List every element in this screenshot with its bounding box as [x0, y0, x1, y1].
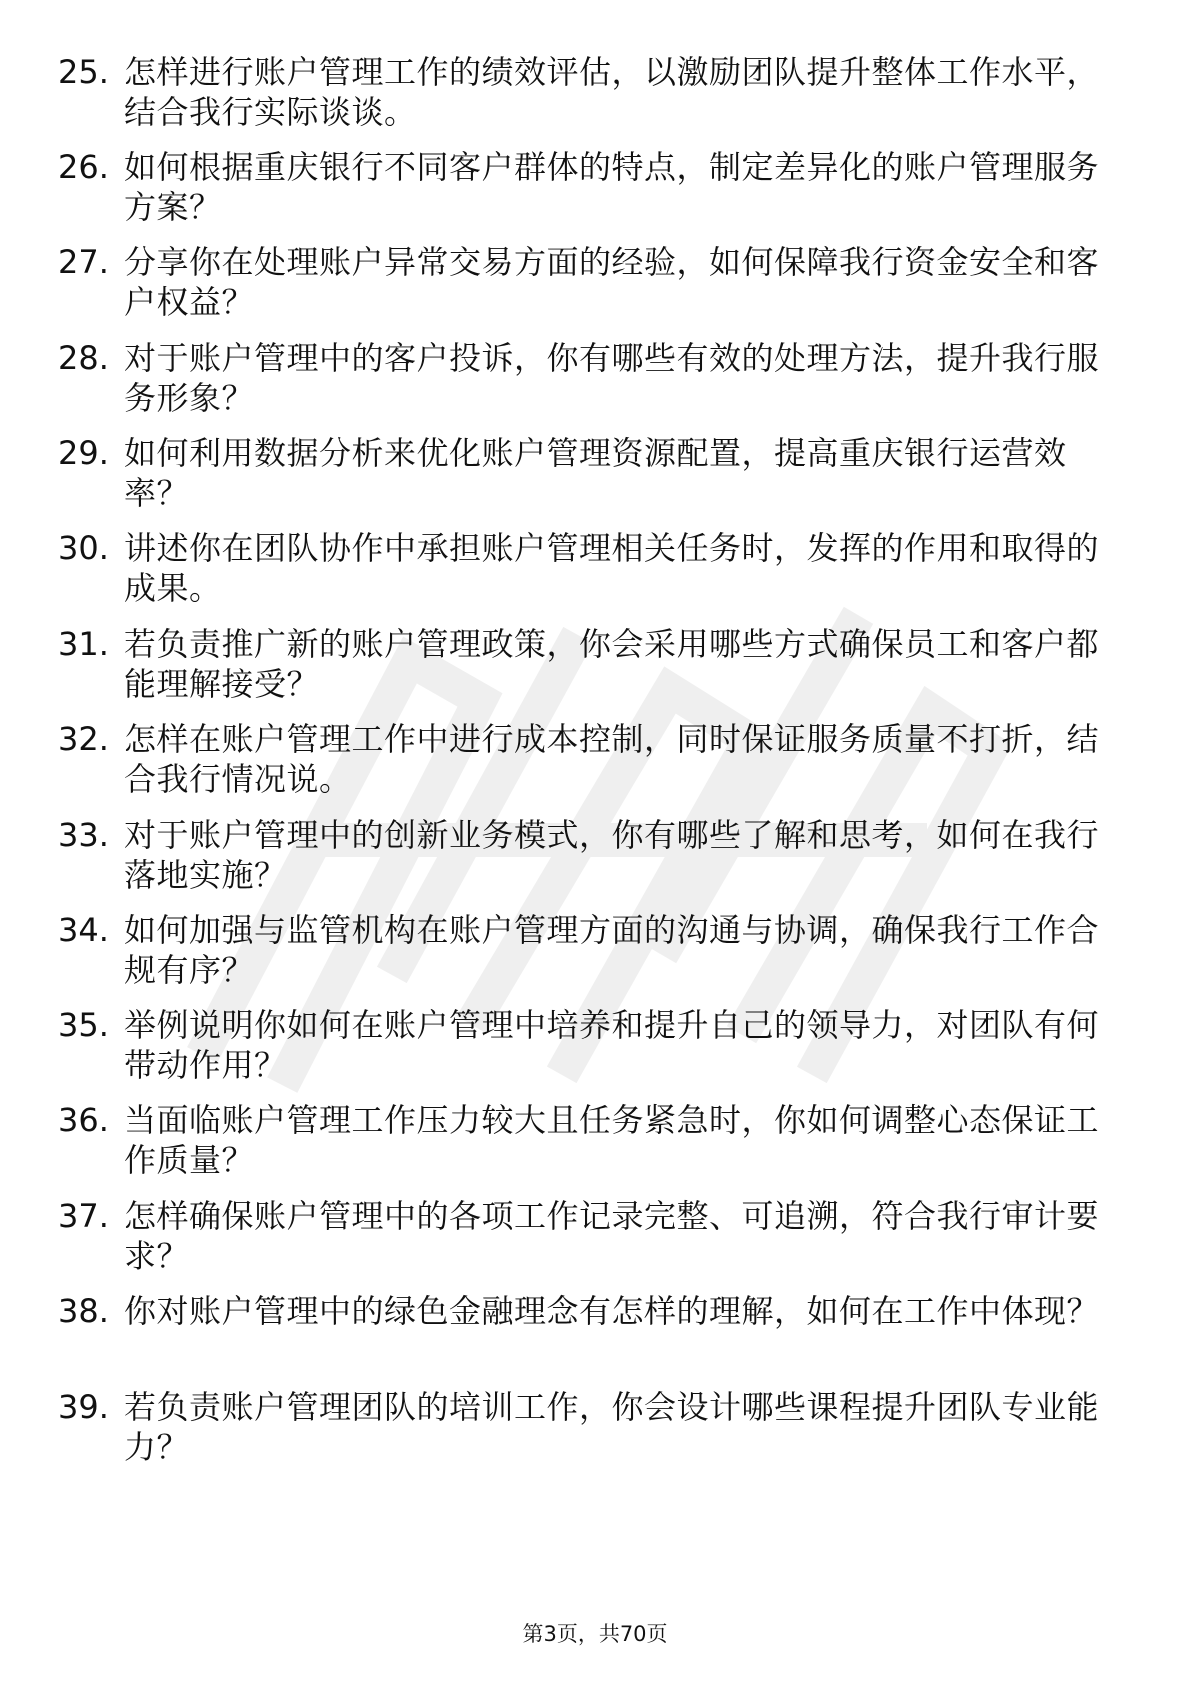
question-item: [58, 52, 1118, 132]
question-text: 举例说明你如何在账户管理中培养和提升自己的领导力，对团队有何带动作用？: [124, 1006, 1100, 1084]
question-item: [58, 242, 1118, 322]
question-item: [58, 1100, 1118, 1180]
question-text: 若负责推广新的账户管理政策，你会采用哪些方式确保员工和客户都能理解接受？: [124, 625, 1100, 703]
question-text: 你对账户管理中的绿色金融理念有怎样的理解，如何在工作中体现？: [124, 1292, 1100, 1330]
question-number: 27.: [58, 243, 109, 281]
question-item: [58, 528, 1118, 608]
question-number: 32.: [58, 720, 109, 758]
question-number: 28.: [58, 339, 109, 377]
question-item: [58, 1387, 1118, 1467]
question-number: 34.: [58, 911, 109, 949]
question-number: 31.: [58, 625, 109, 663]
question-text: 对于账户管理中的客户投诉，你有哪些有效的处理方法，提升我行服务形象？: [124, 339, 1100, 417]
question-number: 38.: [58, 1292, 109, 1330]
question-text: 分享你在处理账户异常交易方面的经验，如何保障我行资金安全和客户权益？: [124, 243, 1100, 321]
question-text: 讲述你在团队协作中承担账户管理相关任务时，发挥的作用和取得的成果。: [124, 529, 1100, 607]
question-number: 36.: [58, 1101, 109, 1139]
question-item: [58, 815, 1118, 895]
question-number: 33.: [58, 816, 109, 854]
question-number: 25.: [58, 53, 109, 91]
question-text: 对于账户管理中的创新业务模式，你有哪些了解和思考，如何在我行落地实施？: [124, 816, 1100, 894]
question-item: [58, 624, 1118, 704]
question-item: [58, 433, 1118, 513]
question-text: 若负责账户管理团队的培训工作，你会设计哪些课程提升团队专业能力？: [124, 1388, 1100, 1466]
page-footer: 第3页，共70页: [522, 1622, 668, 1646]
question-text: 怎样确保账户管理中的各项工作记录完整、可追溯，符合我行审计要求？: [124, 1197, 1100, 1275]
question-number: 37.: [58, 1197, 109, 1235]
question-text: 如何加强与监管机构在账户管理方面的沟通与协调，确保我行工作合规有序？: [124, 911, 1100, 989]
question-item: [58, 1005, 1118, 1085]
question-number: 35.: [58, 1006, 109, 1044]
question-number: 30.: [58, 529, 109, 567]
question-item: [58, 1196, 1118, 1276]
question-text: 当面临账户管理工作压力较大且任务紧急时，你如何调整心态保证工作质量？: [124, 1101, 1100, 1179]
question-number: 39.: [58, 1388, 109, 1426]
question-text: 怎样在账户管理工作中进行成本控制，同时保证服务质量不打折，结合我行情况说。: [124, 720, 1100, 798]
question-item: [58, 1291, 1118, 1331]
question-number: 26.: [58, 148, 109, 186]
question-item: [58, 147, 1118, 227]
question-number: 29.: [58, 434, 109, 472]
question-item: [58, 338, 1118, 418]
question-text: 如何根据重庆银行不同客户群体的特点，制定差异化的账户管理服务方案？: [124, 148, 1100, 226]
question-item: [58, 910, 1118, 990]
question-text: 怎样进行账户管理工作的绩效评估，以激励团队提升整体工作水平，结合我行实际谈谈。: [124, 53, 1100, 131]
question-item: [58, 719, 1118, 799]
question-text: 如何利用数据分析来优化账户管理资源配置，提高重庆银行运营效率？: [124, 434, 1067, 512]
